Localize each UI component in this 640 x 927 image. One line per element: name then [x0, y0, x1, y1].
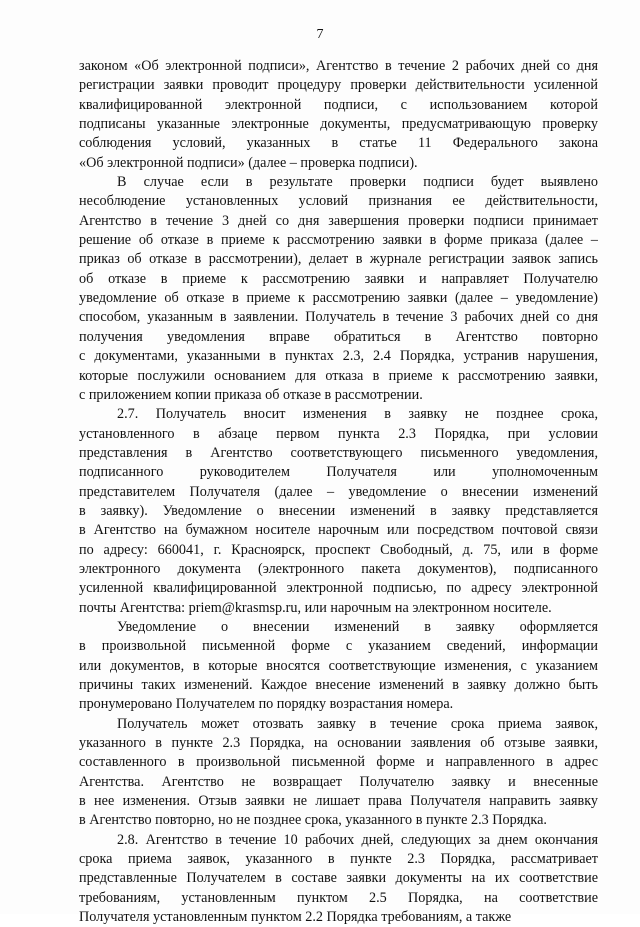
text-line: в Агентство на бумажном носителе нарочным или посредством почтовой связи — [79, 522, 598, 539]
text-line: или документов, в которые вносятся соответствующие изменения, с указанием — [79, 657, 598, 674]
text-line: представления в Агентство соответствующего письменного уведомления, — [79, 444, 598, 461]
text-line: требованиям, установленным пунктом 2.5 Порядка, на соответствие — [79, 889, 598, 906]
text-line: уведомление об отказе в приеме к рассмотрению заявки (далее – уведомление) — [79, 290, 598, 307]
paragraph — [79, 57, 598, 173]
text-line: Получателя установленным пунктом 2.2 Порядка требованиям, а также — [79, 909, 512, 926]
text-line: в нее изменения. Отзыв заявки не лишает права Получателя направить заявку — [79, 793, 598, 810]
text-line: Уведомление о внесении изменений в заявку оформляется — [117, 618, 598, 635]
text-line: пронумеровано Получателем по порядку возрастания номера. — [79, 696, 454, 713]
text-line: подписаны указанные электронные документы, предусматривающую проверку — [79, 116, 598, 133]
text-line: указанного в пункте 2.3 Порядка, на основании заявления об отзыве заявки, — [79, 735, 598, 752]
text-line: квалифицированной электронной подписи, с использованием которой — [79, 96, 598, 113]
text-line: Агентство в течение 3 дней со дня завершения проверки подписи принимает — [79, 212, 598, 229]
paragraph — [79, 831, 598, 927]
paragraph — [79, 173, 598, 405]
text-line: Получатель может отозвать заявку в течение срока приема заявок, — [117, 715, 598, 732]
text-line: регистрации заявки проводит процедуру проверки действительности усиленной — [79, 77, 598, 94]
text-line: 2.8. Агентство в течение 10 рабочих дней, следующих за днем окончания — [117, 831, 598, 848]
text-line: с документами, указанными в пунктах 2.3, 2.4 Порядка, устранив нарушения, — [79, 348, 598, 365]
text-line: причины таких изменений. Каждое внесение изменений в заявку должно быть — [79, 677, 598, 693]
text-line: решение об отказе в приеме к рассмотрению заявки в форме приказа (далее – — [79, 232, 598, 249]
text-line: «Об электронной подписи» (далее – проверка подписи). — [79, 154, 418, 171]
text-line: получения уведомления вправе обратиться в Агентство повторно — [79, 328, 598, 345]
text-line: с приложением копии приказа об отказе в рассмотрении. — [79, 386, 423, 403]
text-line: усиленной квалифицированной электронной подписью, по адресу электронной — [79, 580, 598, 597]
text-line: представителем Получателя (далее – уведомление о внесении изменений — [79, 483, 598, 500]
text-line: составленного в произвольной письменной форме и направленного в адрес — [79, 754, 598, 771]
paragraph — [79, 405, 598, 618]
text-line: В случае если в результате проверки подписи будет выявлено — [117, 174, 598, 191]
document-body — [79, 57, 598, 927]
text-line: электронного документа (электронного пакета документов), подписанного — [79, 560, 598, 577]
text-line: 2.7. Получатель вносит изменения в заявку не позднее срока, — [117, 406, 598, 423]
text-line: законом «Об электронной подписи», Агентство в течение 2 рабочих дней со дня — [79, 58, 598, 74]
text-line: Агентства. Агентство не возвращает Получателю заявку и внесенные — [79, 773, 598, 790]
text-line: которые послужили основанием для отказа в приеме к рассмотрению заявки, — [79, 367, 598, 384]
text-line: установленного в абзаце первом пункта 2.3 Порядка, при условии — [79, 425, 598, 442]
text-line: представленные Получателем в составе заявки документы на их соответствие — [79, 870, 598, 887]
paragraph — [79, 618, 598, 715]
text-line: почты Агентства: priem@krasmsp.ru, или нарочным на электронном носителе. — [79, 599, 552, 616]
text-line: по адресу: 660041, г. Красноярск, проспект Свободный, д. 75, или в форме — [79, 541, 598, 558]
text-line: об отказе в приеме к рассмотрению заявки и направляет Получателю — [79, 270, 598, 287]
text-line: срока приема заявок, указанного в пункте 2.3 Порядка, рассматривает — [79, 851, 598, 868]
text-line: приказ об отказе в рассмотрении), делает в журнале регистрации заявок запись — [79, 251, 598, 268]
text-line: подписанного руководителем Получателя или уполномоченным — [79, 464, 598, 481]
page-number: 7 — [316, 27, 324, 42]
text-line: соблюдения условий, указанных в статье 11 Федерального закона — [79, 135, 598, 152]
text-line: несоблюдение установленных условий признания ее действительности, — [79, 193, 598, 210]
paragraph — [79, 715, 598, 831]
text-line: в Агентство повторно, но не позднее срока, указанного в пункте 2.3 Порядка. — [79, 812, 547, 829]
text-line: способом, указанным в заявлении. Получатель в течение 3 рабочих дней со дня — [79, 309, 598, 326]
text-line: в произвольной письменной форме с указанием сведений, информации — [79, 638, 598, 655]
text-line: в заявку). Уведомление о внесении изменений в заявку представляется — [79, 502, 598, 519]
